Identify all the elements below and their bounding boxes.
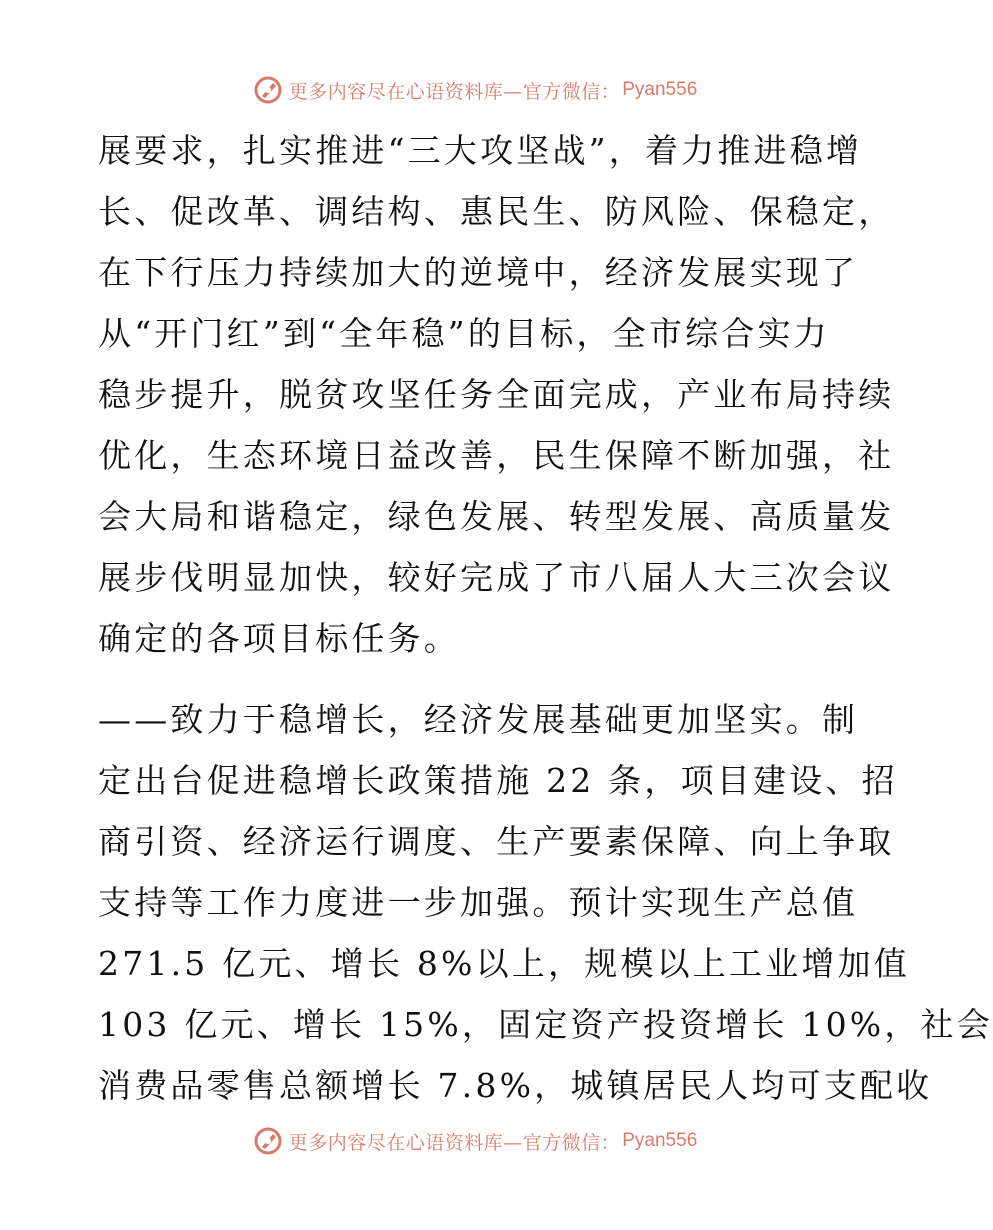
text-line: 从“开门红”到“全年稳”的目标，全市综合实力 — [98, 314, 830, 353]
watermark-text: 更多内容尽在心语资料库—官方微信： — [288, 80, 621, 103]
paragraph-1 — [98, 120, 895, 669]
header-watermark — [0, 73, 950, 107]
text-line: 支持等工作力度进一步加强。预计实现生产总值 — [98, 883, 859, 922]
text-line: ——致力于稳增长，经济发展基础更加坚实。制 — [98, 700, 859, 739]
pen-seal-logo-icon — [253, 1126, 283, 1156]
paragraph-2 — [98, 689, 993, 1116]
text-line: 优化，生态环境日益改善，民生保障不断加强，社 — [98, 436, 895, 475]
paragraph-gap — [98, 669, 858, 689]
watermark-wechat-id: Pyan556 — [622, 79, 698, 100]
text-line: 长、促改革、调结构、惠民生、防风险、保稳定， — [98, 192, 895, 231]
text-line: 定出台促进稳增长政策措施 22 条，项目建设、招 — [98, 761, 898, 800]
text-line: 会大局和谐稳定，绿色发展、转型发展、高质量发 — [98, 497, 895, 536]
watermark-text: 更多内容尽在心语资料库—官方微信： — [288, 1131, 621, 1154]
document-body — [98, 120, 993, 1116]
text-line: 展步伐明显加快，较好完成了市八届人大三次会议 — [98, 558, 895, 597]
text-line: 在下行压力持续加大的逆境中，经济发展实现了 — [98, 253, 859, 292]
text-line: 271.5 亿元、增长 8%以上，规模以上工业增加值 — [98, 944, 911, 983]
footer-watermark — [0, 1124, 950, 1158]
text-line: 103 亿元、增长 15%，固定资产投资增长 10%，社会 — [98, 1005, 993, 1044]
text-line: 消费品零售总额增长 7.8%，城镇居民人均可支配收 — [98, 1066, 933, 1105]
text-line: 展要求，扎实推进“三大攻坚战”，着力推进稳增 — [98, 131, 863, 170]
text-line: 稳步提升，脱贫攻坚任务全面完成，产业布局持续 — [98, 375, 895, 414]
text-line: 确定的各项目标任务。 — [98, 619, 460, 658]
watermark-wechat-id: Pyan556 — [622, 1130, 698, 1151]
pen-seal-logo-icon — [253, 75, 283, 105]
text-line: 商引资、经济运行调度、生产要素保障、向上争取 — [98, 822, 895, 861]
